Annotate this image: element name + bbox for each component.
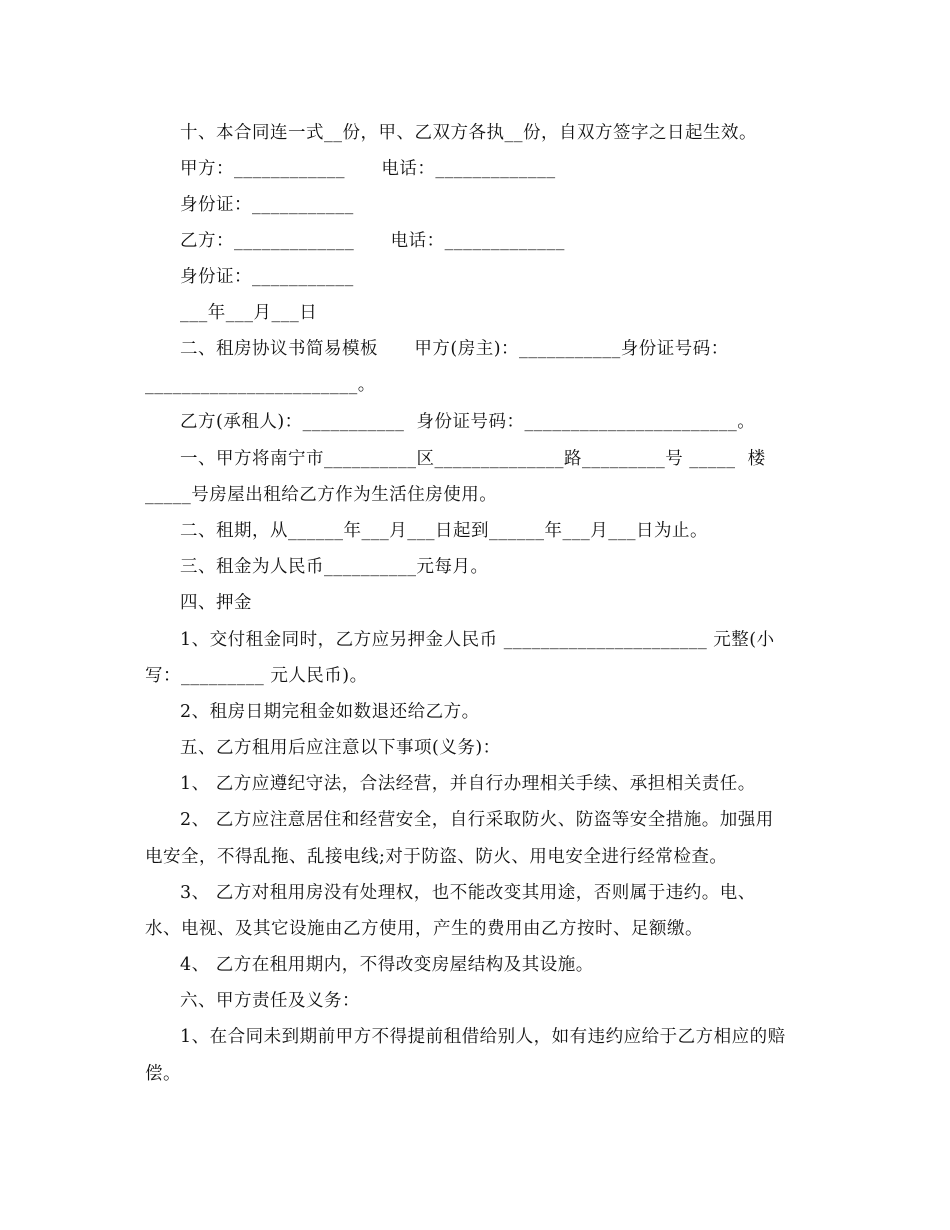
- party-a-phone-line: 甲方：____________ 电话：_____________: [180, 159, 556, 179]
- party-a-id-line: 身份证：___________: [180, 195, 354, 215]
- obligation-item-2: 2、 乙方应注意居住和经营安全，自行采取防火、防盗等安全措施。加强用: [180, 810, 774, 830]
- obligation-item-1: 1、 乙方应遵纪守法，合法经营，并自行办理相关手续、承担相关责任。: [180, 774, 756, 794]
- clause-six-heading: 六、甲方责任及义务：: [180, 991, 360, 1011]
- obligation-item-3: 3、 乙方对租用房没有处理权，也不能改变其用途，否则属于违约。电、: [180, 883, 756, 903]
- obligation-item-4: 4、 乙方在租用期内，不得改变房屋结构及其设施。: [180, 955, 594, 975]
- clause-two-term: 二、租期，从______年___月___日起到______年___月___日为止。: [180, 521, 708, 541]
- obligation-item-3-continued: 水、电视、及其它设施由乙方使用，产生的费用由乙方按时、足额缴。: [145, 919, 703, 939]
- date-line: ___年___月___日: [180, 303, 318, 323]
- template-heading-line: 二、租房协议书简易模板 甲方(房主)：___________身份证号码：: [180, 339, 729, 359]
- clause-one-continued: _____号房屋出租给乙方作为生活住房使用。: [145, 485, 498, 505]
- clause-three-rent: 三、租金为人民币__________元每月。: [180, 557, 489, 577]
- clause-one-line: 一、甲方将南宁市__________区______________路_________号 _____ 楼: [180, 449, 766, 469]
- landlord-duty-item-1: 1、在合同未到期前甲方不得提前租借给别人，如有违约应给于乙方相应的赔: [180, 1027, 786, 1047]
- landlord-duty-item-1-continued: 偿。: [145, 1064, 181, 1084]
- party-b-id-line: 身份证：___________: [180, 267, 354, 287]
- landlord-id-continued: _______________________。: [145, 375, 376, 395]
- tenant-line: 乙方(承租人)：___________ 身份证号码：_______________________。: [180, 412, 756, 432]
- clause-four-deposit: 四、押金: [180, 593, 252, 613]
- clause-ten-line: 十、本合同连一式__份，甲、乙双方各执__份，自双方签字之日起生效。: [180, 123, 757, 143]
- clause-five-heading: 五、乙方租用后应注意以下事项(义务)：: [180, 738, 501, 758]
- deposit-item-1-continued: 写：_________ 元人民币)。: [145, 666, 368, 686]
- obligation-item-2-continued: 电安全，不得乱拖、乱接电线;对于防盗、防火、用电安全进行经常检查。: [145, 847, 728, 867]
- party-b-phone-line: 乙方：_____________ 电话：_____________: [180, 231, 565, 251]
- deposit-item-1: 1、交付租金同时，乙方应另押金人民币 ______________________ 元整(小: [180, 630, 775, 650]
- deposit-item-2: 2、租房日期完租金如数退还给乙方。: [180, 702, 480, 722]
